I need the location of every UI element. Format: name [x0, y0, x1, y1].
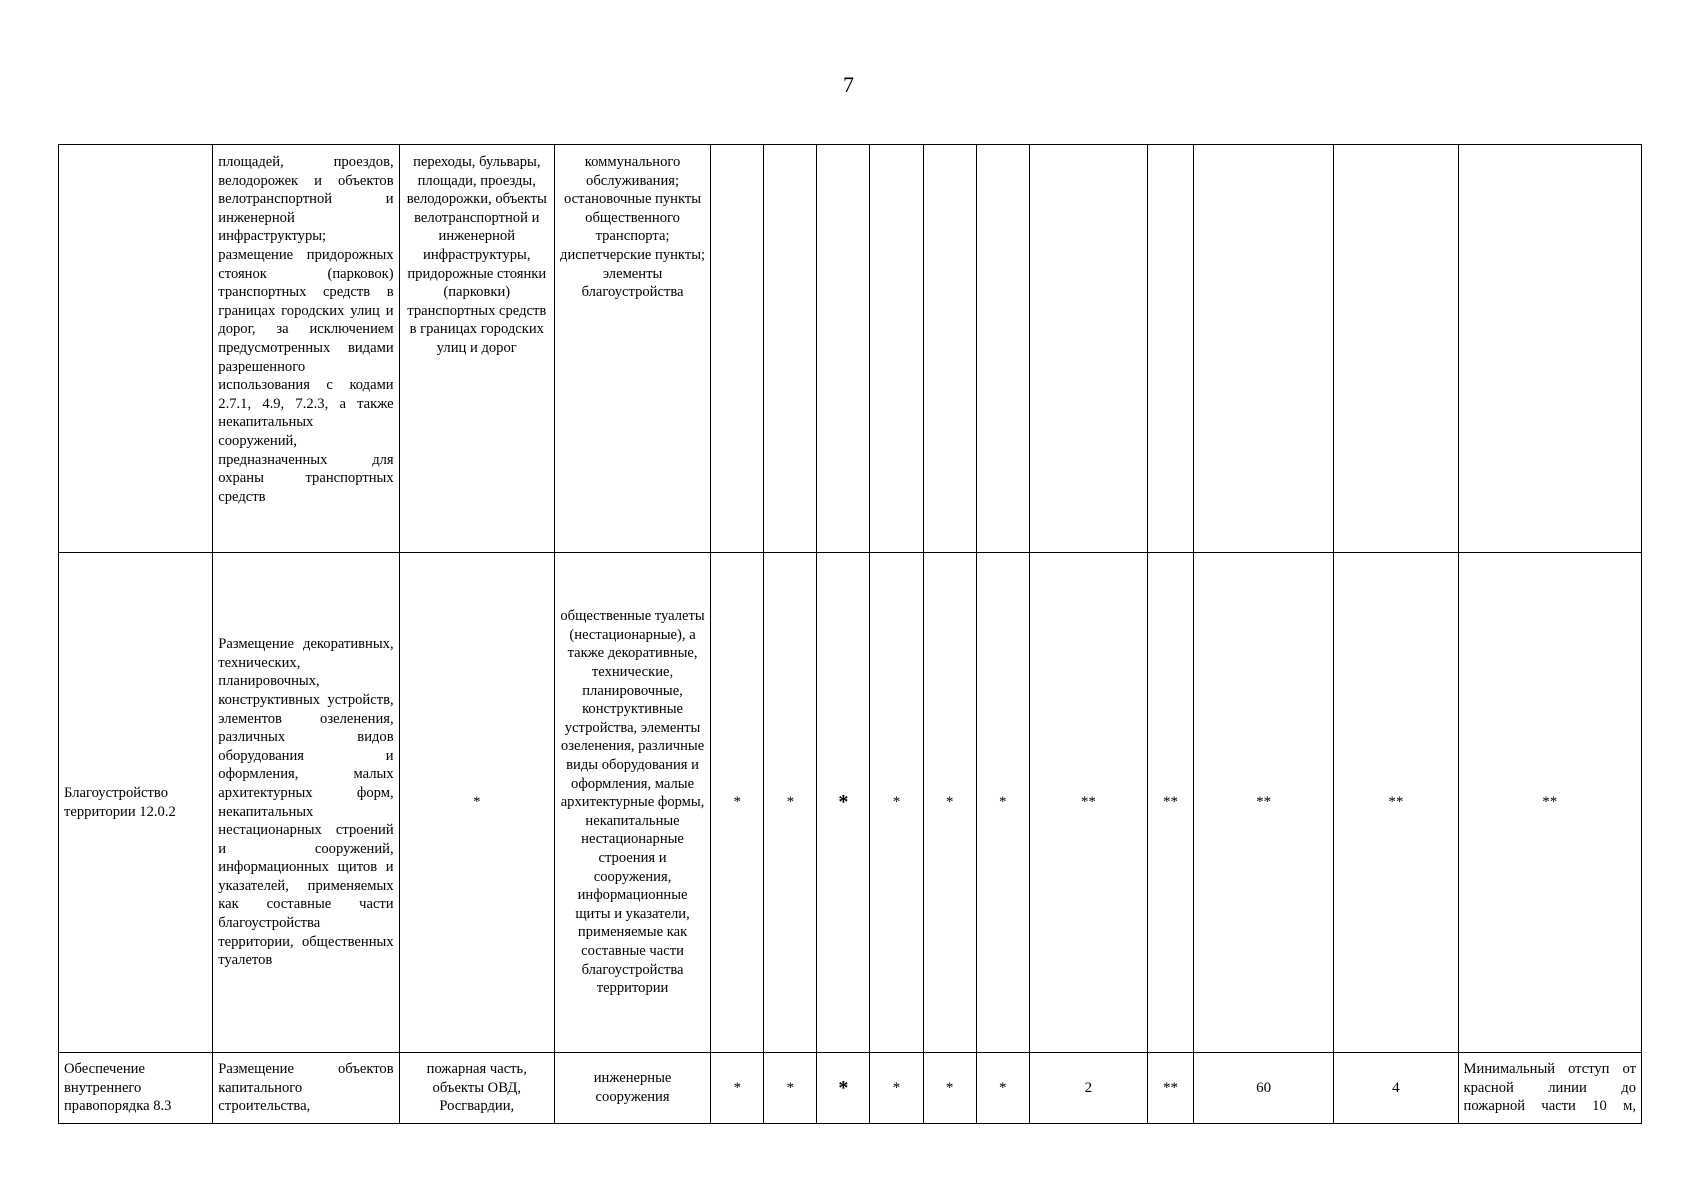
- row-param-cell: [764, 145, 817, 553]
- row-param-cell: [976, 145, 1029, 553]
- row-param-cell: **: [1194, 553, 1334, 1053]
- row-description-cell: Размещение декоративных, технических, планировочных, конструктивных устройств, элементов озеленения, различных видов оборудования и оформления, малых архитектурных форм, некапитальных нестационарных строений и сооружений, информационных щитов и указателей, применяемых как составные части благоустройства территории, общественных туалетов: [213, 553, 399, 1053]
- row-param-cell: *: [764, 553, 817, 1053]
- row-main-objects-cell: *: [399, 553, 554, 1053]
- row-param-cell: 60: [1194, 1053, 1334, 1124]
- row-param-cell: *: [711, 1053, 764, 1124]
- row-param-cell: [1194, 145, 1334, 553]
- row-param-cell: **: [1147, 553, 1193, 1053]
- row-param-cell: [711, 145, 764, 553]
- zoning-table: [58, 144, 1642, 1124]
- row-param-cell: *: [817, 553, 870, 1053]
- row-param-cell: [817, 145, 870, 553]
- row-note-cell: **: [1458, 553, 1641, 1053]
- row-param-cell: [1334, 145, 1458, 553]
- row-param-cell: *: [870, 1053, 923, 1124]
- row-param-cell: *: [870, 553, 923, 1053]
- row-param-cell: *: [976, 1053, 1029, 1124]
- row-param-cell: *: [923, 1053, 976, 1124]
- row-description-cell: площадей, проездов, велодорожек и объектов велотранспортной и инженерной инфраструктуры; размещение придорожных стоянок (парковок) транспортных средств в границах городских улиц и дорог, за исключением предусмотренных видами разрешенного использования с кодами 2.7.1, 4.9, 7.2.3, а также некапитальных сооружений, предназначенных для охраны транспортных средств: [213, 145, 399, 553]
- row-param-cell: [923, 145, 976, 553]
- row-param-cell: 2: [1029, 1053, 1147, 1124]
- row-param-cell: *: [923, 553, 976, 1053]
- table-row: [59, 553, 1642, 1053]
- row-param-cell: 4: [1334, 1053, 1458, 1124]
- row-aux-objects-cell: коммунального обслуживания; остановочные пункты общественного транспорта; диспетчерские пункты; элементы благоустройства: [554, 145, 710, 553]
- row-param-cell: [1147, 145, 1193, 553]
- row-aux-objects-cell: инженерные сооружения: [554, 1053, 710, 1124]
- table-row: [59, 1053, 1642, 1124]
- row-param-cell: **: [1029, 553, 1147, 1053]
- row-name-cell: Благоустройство территории 12.0.2: [59, 553, 213, 1053]
- row-aux-objects-cell: общественные туалеты (нестационарные), а также декоративные, технические, планировочные, конструктивные устройства, элементы озеленения, различные виды оборудования и оформления, малые архитектурные формы, некапитальные нестационарные строения и сооружения, информационные щиты и указатели, применяемые как составные части благоустройства территории: [554, 553, 710, 1053]
- row-param-cell: [870, 145, 923, 553]
- row-note-cell: Минимальный отступ от красной линии до пожарной части 10 м,: [1458, 1053, 1641, 1124]
- row-param-cell: *: [711, 553, 764, 1053]
- row-param-cell: **: [1334, 553, 1458, 1053]
- row-name-cell: [59, 145, 213, 553]
- page-number: 7: [843, 72, 854, 97]
- table-row: [59, 145, 1642, 553]
- row-name-cell: Обеспечение внутреннего правопорядка 8.3: [59, 1053, 213, 1124]
- row-param-cell: *: [976, 553, 1029, 1053]
- row-main-objects-cell: переходы, бульвары, площади, проезды, велодорожки, объекты велотранспортной и инженерной инфраструктуры, придорожные стоянки (парковки) транспортных средств в границах городских улиц и дорог: [399, 145, 554, 553]
- row-main-objects-cell: пожарная часть, объекты ОВД, Росгвардии,: [399, 1053, 554, 1124]
- row-param-cell: *: [817, 1053, 870, 1124]
- row-param-cell: [1029, 145, 1147, 553]
- row-param-cell: **: [1147, 1053, 1193, 1124]
- row-note-cell: [1458, 145, 1641, 553]
- row-param-cell: *: [764, 1053, 817, 1124]
- row-description-cell: Размещение объектов капитального строительства,: [213, 1053, 399, 1124]
